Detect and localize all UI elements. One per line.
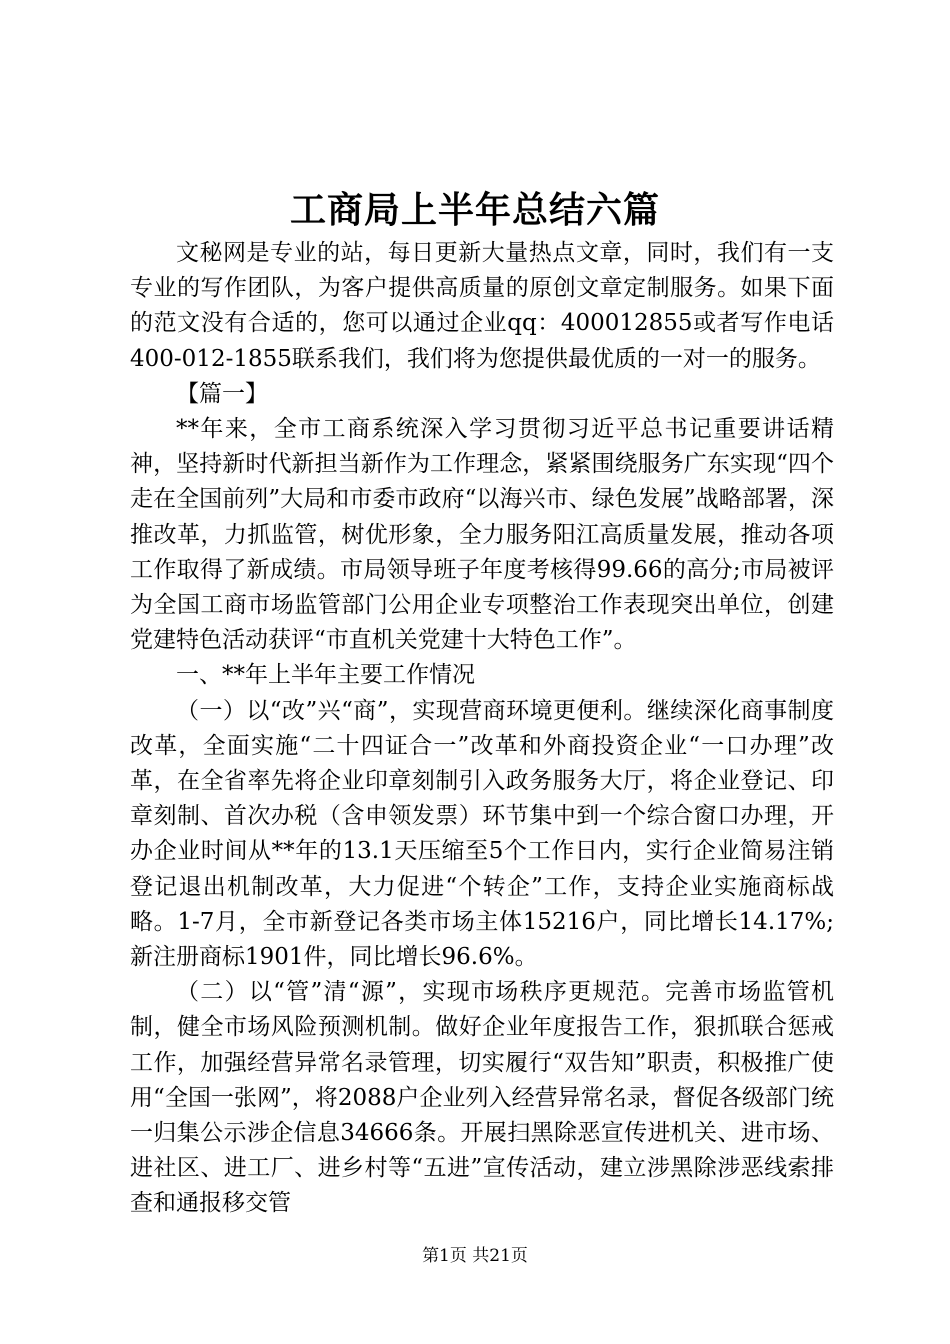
body-paragraph: **年来，全市工商系统深入学习贯彻习近平总书记重要讲话精神，坚持新时代新担当新作为工作理念，紧紧围绕服务广东实现“四个走在全国前列”大局和市委市政府“以海兴市、绿色发展”战略部署，深推改革，力抓监管，树优形象，全力服务阳江高质量发展，推动各项工作取得了新成绩。市局领导班子年度考核得99.66的高分;市局被评为全国工商市场监管部门公用企业专项整治工作表现突出单位，创建党建特色活动获评“市直机关党建十大特色工作”。 [130, 416, 834, 654]
document-title: 工商局上半年总结六篇 [289, 189, 660, 231]
section-heading: 【篇一】 [176, 380, 268, 407]
intro-paragraph: 文秘网是专业的站，每日更新大量热点文章，同时，我们有一支专业的写作团队，为客户提供高质量的原创文章定制服务。如果下面的范文没有合适的，您可以通过企业qq：400012855或者写作电话400-012-1855联系我们，我们将为您提供最优质的一对一的服务。 [130, 240, 834, 372]
body-paragraph: （一）以“改”兴“商”，实现营商环境更便利。继续深化商事制度改革，全面实施“二十四证合一”改革和外商投资企业“一口办理”改革，在全省率先将企业印章刻制引入政务服务大厅，将企业登记、印章刻制、首次办税（含申领发票）环节集中到一个综合窗口办理，开办企业时间从**年的13.1天压缩至5个工作日内，实行企业简易注销登记退出机制改革，大力促进“个转企”工作，支持企业实施商标战略。1-7月，全市新登记各类市场主体15216户，同比增长14.17%;新注册商标1901件，同比增长96.6%。 [130, 697, 834, 971]
document-body [130, 236, 834, 1222]
subsection-heading: 一、**年上半年主要工作情况 [176, 662, 475, 689]
body-paragraph: （二）以“管”清“源”，实现市场秩序更规范。完善市场监管机制，健全市场风险预测机制。做好企业年度报告工作，狠抓联合惩戒工作，加强经营异常名录管理，切实履行“双告知”职责，积极推广使用“全国一张网”，将2088户企业列入经营异常名录，督促各级部门统一归集公示涉企信息34666条。开展扫黑除恶宣传进机关、进市场、进社区、进工厂、进乡村等“五进”宣传活动，建立涉黑除涉恶线索排查和通报移交管 [130, 979, 834, 1217]
page-number-footer: 第1页 共21页 [422, 1246, 528, 1266]
